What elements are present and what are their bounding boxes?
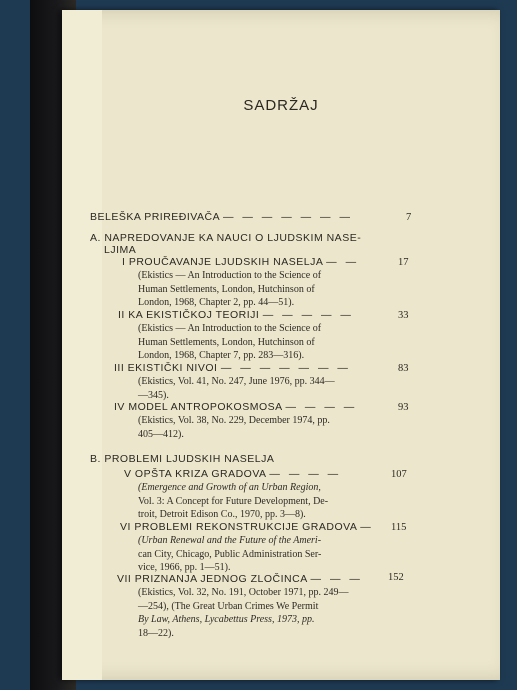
toc-entry-beleska [90, 211, 353, 223]
toc-leader: — — — — [285, 401, 358, 413]
toc-entry-chapter-2 [118, 309, 354, 321]
toc-source-chapter-5: (Emergence and Growth of an Urban Region, Vol. 3: A Concept for Future Development, De- troit, Detroit Edison Co., 1970, pp. 3—8). [138, 482, 329, 520]
toc-page-number: 83 [398, 363, 409, 374]
page-title: SADRŽAJ [243, 97, 319, 114]
toc-source-chapter-1: (Ekistics — An Introduction to the Science of Human Settlements, London, Hutchinson of London, 1968, Chapter 2, pp. 44—51). [138, 270, 322, 308]
part-a-heading-line2: LJIMA [104, 244, 137, 256]
toc-entry-chapter-3 [114, 362, 351, 374]
toc-page-number: 152 [388, 572, 404, 583]
toc-page-number: 33 [398, 310, 409, 321]
toc-page-number: 93 [398, 402, 409, 413]
toc-leader: — — — — — — — [220, 362, 351, 374]
toc-leader: — — — — [269, 468, 342, 480]
toc-entry-chapter-7 [117, 573, 363, 585]
toc-page-number: 107 [391, 469, 407, 480]
toc-entry-chapter-4 [114, 401, 357, 413]
toc-source-chapter-6: (Urban Renewal and the Future of the Ameri- can City, Chicago, Public Administration Ser- vice, 1966, pp. 1—51). [138, 535, 322, 573]
toc-leader: — — — — — — — [222, 211, 353, 223]
toc-source-chapter-7: (Ekistics, Vol. 32, No. 191, October 1971, pp. 249— —254), (The Great Urban Crimes We Permit By Law, Athens, Lycabettus Press, 1973, pp. 18—22). [138, 587, 349, 639]
toc-source-chapter-3: (Ekistics, Vol. 41, No. 247, June 1976, pp. 344— —345). [138, 376, 335, 401]
toc-leader: — — [326, 256, 360, 268]
table-of-contents [62, 10, 500, 680]
toc-entry-chapter-1 [122, 256, 359, 268]
toc-entry-label: IV MODEL ANTROPOKOSMOSA [114, 401, 283, 413]
toc-entry-label: VI PROBLEMI REKONSTRUKCIJE GRADOVA [120, 521, 357, 533]
toc-entry-label: III EKISTIČKI NIVOI [114, 362, 218, 374]
part-a-heading-line1: A. NAPREDOVANJE KA NAUCI O LJUDSKIM NASE- [90, 232, 362, 244]
toc-page-number: 17 [398, 257, 409, 268]
toc-leader: — [360, 521, 374, 533]
toc-entry-label: VII PRIZNANJA JEDNOG ZLOČINCA [117, 573, 308, 585]
part-b-heading: B. PROBLEMI LJUDSKIH NASELJA [90, 453, 275, 465]
toc-leader: — — — — — [262, 309, 354, 321]
book-page [62, 10, 500, 680]
toc-entry-chapter-6 [120, 521, 374, 533]
toc-entry-label: I PROUČAVANJE LJUDSKIH NASELJA [122, 256, 323, 268]
toc-entry-label: II KA EKISTIČKOJ TEORIJI [118, 309, 260, 321]
toc-leader: — — — [310, 573, 363, 585]
toc-source-chapter-2: (Ekistics — An Introduction to the Science of Human Settlements, London, Hutchinson of London, 1968, Chapter 7, pp. 283—316). [138, 323, 322, 361]
toc-page-number: 115 [391, 522, 407, 533]
toc-page-number: 7 [406, 212, 412, 223]
toc-source-chapter-4: (Ekistics, Vol. 38, No. 229, December 1974, pp. 405—412). [138, 415, 330, 440]
toc-entry-label: V OPŠTA KRIZA GRADOVA [124, 468, 266, 480]
toc-entry-label: BELEŠKA PRIREĐIVAČA [90, 211, 220, 223]
toc-entry-chapter-5 [124, 468, 341, 480]
